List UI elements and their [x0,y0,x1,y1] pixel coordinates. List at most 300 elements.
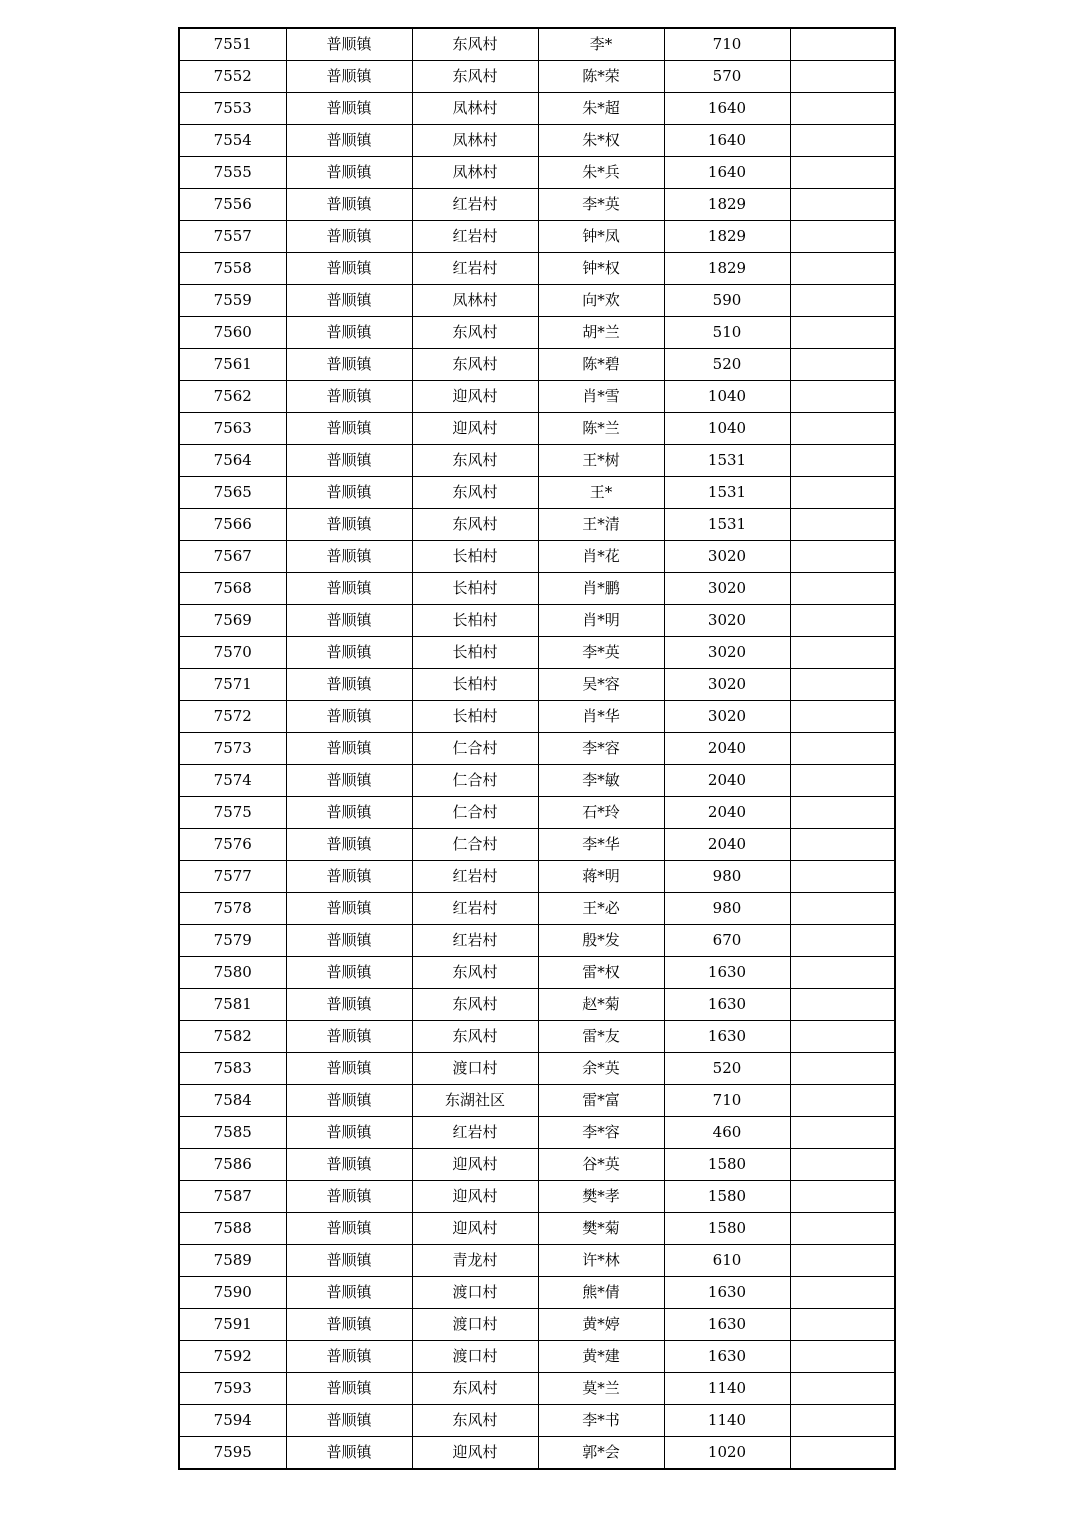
cell-town: 普顺镇 [286,957,412,989]
cell-amount: 1640 [664,125,790,157]
table-row [179,28,895,61]
cell-amount: 3020 [664,573,790,605]
cell-name: 李* [538,28,664,61]
cell-town: 普顺镇 [286,1053,412,1085]
cell-name: 肖*雪 [538,381,664,413]
cell-village: 东风村 [412,445,538,477]
table-row [179,413,895,445]
cell-note [790,1021,895,1053]
cell-town: 普顺镇 [286,573,412,605]
cell-town: 普顺镇 [286,637,412,669]
cell-town: 普顺镇 [286,925,412,957]
cell-name: 朱*权 [538,125,664,157]
cell-amount: 2040 [664,829,790,861]
cell-number: 7581 [179,989,286,1021]
cell-village: 长柏村 [412,637,538,669]
cell-name: 朱*超 [538,93,664,125]
cell-name: 雷*富 [538,1085,664,1117]
cell-number: 7569 [179,605,286,637]
cell-town: 普顺镇 [286,733,412,765]
cell-amount: 1040 [664,413,790,445]
cell-note [790,1341,895,1373]
cell-town: 普顺镇 [286,93,412,125]
cell-number: 7583 [179,1053,286,1085]
table-row [179,797,895,829]
table-row [179,1021,895,1053]
cell-note [790,125,895,157]
cell-number: 7566 [179,509,286,541]
table-row [179,1277,895,1309]
cell-village: 东风村 [412,317,538,349]
cell-amount: 590 [664,285,790,317]
cell-name: 李*敏 [538,765,664,797]
table-row [179,1341,895,1373]
cell-village: 长柏村 [412,541,538,573]
table-row [179,829,895,861]
cell-town: 普顺镇 [286,509,412,541]
cell-village: 仁合村 [412,829,538,861]
cell-name: 李*英 [538,189,664,221]
cell-amount: 670 [664,925,790,957]
cell-village: 红岩村 [412,893,538,925]
cell-amount: 980 [664,861,790,893]
cell-name: 朱*兵 [538,157,664,189]
table-row [179,1149,895,1181]
table-row [179,669,895,701]
cell-name: 肖*华 [538,701,664,733]
cell-number: 7585 [179,1117,286,1149]
cell-village: 迎风村 [412,1437,538,1470]
cell-number: 7567 [179,541,286,573]
cell-name: 陈*荣 [538,61,664,93]
cell-note [790,989,895,1021]
cell-number: 7555 [179,157,286,189]
cell-village: 红岩村 [412,189,538,221]
cell-name: 钟*权 [538,253,664,285]
cell-number: 7570 [179,637,286,669]
cell-village: 迎风村 [412,413,538,445]
cell-town: 普顺镇 [286,765,412,797]
cell-name: 蒋*明 [538,861,664,893]
cell-number: 7564 [179,445,286,477]
cell-name: 黄*建 [538,1341,664,1373]
cell-town: 普顺镇 [286,701,412,733]
cell-name: 肖*明 [538,605,664,637]
cell-village: 红岩村 [412,221,538,253]
cell-amount: 1630 [664,1309,790,1341]
cell-town: 普顺镇 [286,989,412,1021]
cell-village: 凤林村 [412,125,538,157]
cell-village: 青龙村 [412,1245,538,1277]
cell-village: 东湖社区 [412,1085,538,1117]
cell-town: 普顺镇 [286,157,412,189]
cell-note [790,1053,895,1085]
cell-note [790,1149,895,1181]
cell-name: 谷*英 [538,1149,664,1181]
cell-name: 肖*花 [538,541,664,573]
cell-village: 长柏村 [412,701,538,733]
cell-town: 普顺镇 [286,893,412,925]
cell-amount: 1531 [664,445,790,477]
cell-amount: 3020 [664,605,790,637]
cell-amount: 1829 [664,189,790,221]
cell-note [790,925,895,957]
cell-village: 凤林村 [412,157,538,189]
cell-village: 渡口村 [412,1341,538,1373]
cell-town: 普顺镇 [286,1149,412,1181]
cell-village: 红岩村 [412,1117,538,1149]
table-row [179,605,895,637]
cell-amount: 3020 [664,637,790,669]
cell-name: 石*玲 [538,797,664,829]
cell-name: 熊*倩 [538,1277,664,1309]
cell-number: 7557 [179,221,286,253]
cell-town: 普顺镇 [286,28,412,61]
cell-town: 普顺镇 [286,445,412,477]
cell-village: 迎风村 [412,1181,538,1213]
table-row [179,1213,895,1245]
cell-name: 李*容 [538,733,664,765]
cell-number: 7577 [179,861,286,893]
cell-note [790,829,895,861]
cell-village: 东风村 [412,509,538,541]
cell-number: 7560 [179,317,286,349]
cell-note [790,1373,895,1405]
cell-note [790,1117,895,1149]
cell-note [790,957,895,989]
cell-note [790,701,895,733]
cell-note [790,1213,895,1245]
table-row [179,189,895,221]
cell-village: 长柏村 [412,605,538,637]
cell-town: 普顺镇 [286,1245,412,1277]
cell-name: 吴*容 [538,669,664,701]
cell-amount: 1630 [664,989,790,1021]
cell-amount: 1829 [664,253,790,285]
cell-number: 7587 [179,1181,286,1213]
cell-village: 红岩村 [412,861,538,893]
cell-amount: 1040 [664,381,790,413]
cell-note [790,61,895,93]
cell-number: 7588 [179,1213,286,1245]
cell-note [790,1405,895,1437]
cell-village: 东风村 [412,349,538,381]
cell-town: 普顺镇 [286,1405,412,1437]
cell-note [790,221,895,253]
table-row [179,221,895,253]
cell-number: 7574 [179,765,286,797]
cell-note [790,509,895,541]
cell-name: 肖*鹏 [538,573,664,605]
cell-town: 普顺镇 [286,1085,412,1117]
cell-note [790,893,895,925]
cell-amount: 1829 [664,221,790,253]
cell-amount: 1640 [664,93,790,125]
cell-amount: 3020 [664,541,790,573]
table-row [179,701,895,733]
cell-amount: 2040 [664,797,790,829]
cell-note [790,1437,895,1470]
cell-name: 殷*发 [538,925,664,957]
cell-amount: 2040 [664,733,790,765]
cell-name: 黄*婷 [538,1309,664,1341]
cell-village: 迎风村 [412,1213,538,1245]
cell-note [790,1181,895,1213]
cell-village: 长柏村 [412,573,538,605]
table-row [179,349,895,381]
cell-number: 7592 [179,1341,286,1373]
cell-amount: 1531 [664,509,790,541]
cell-village: 东风村 [412,477,538,509]
cell-village: 东风村 [412,28,538,61]
cell-note [790,157,895,189]
cell-name: 李*书 [538,1405,664,1437]
cell-amount: 980 [664,893,790,925]
cell-village: 东风村 [412,61,538,93]
cell-name: 郭*会 [538,1437,664,1470]
cell-number: 7565 [179,477,286,509]
table-row [179,541,895,573]
table-row [179,1117,895,1149]
table-row [179,1437,895,1470]
table-row [179,733,895,765]
cell-note [790,573,895,605]
cell-note [790,765,895,797]
table-row [179,861,895,893]
cell-note [790,445,895,477]
cell-number: 7554 [179,125,286,157]
cell-amount: 1630 [664,1341,790,1373]
cell-village: 东风村 [412,1405,538,1437]
cell-village: 仁合村 [412,733,538,765]
cell-name: 陈*兰 [538,413,664,445]
cell-town: 普顺镇 [286,477,412,509]
table-row [179,477,895,509]
cell-town: 普顺镇 [286,381,412,413]
cell-town: 普顺镇 [286,61,412,93]
cell-village: 长柏村 [412,669,538,701]
cell-note [790,733,895,765]
cell-amount: 710 [664,1085,790,1117]
cell-town: 普顺镇 [286,349,412,381]
cell-name: 许*林 [538,1245,664,1277]
cell-town: 普顺镇 [286,125,412,157]
cell-name: 钟*凤 [538,221,664,253]
cell-number: 7582 [179,1021,286,1053]
cell-amount: 570 [664,61,790,93]
cell-note [790,541,895,573]
cell-amount: 1140 [664,1373,790,1405]
cell-note [790,1085,895,1117]
cell-village: 红岩村 [412,925,538,957]
table-row [179,1245,895,1277]
table-row [179,157,895,189]
cell-amount: 1140 [664,1405,790,1437]
cell-amount: 520 [664,1053,790,1085]
table-row [179,445,895,477]
cell-town: 普顺镇 [286,1309,412,1341]
cell-village: 凤林村 [412,285,538,317]
cell-village: 东风村 [412,1373,538,1405]
cell-name: 李*容 [538,1117,664,1149]
cell-amount: 610 [664,1245,790,1277]
cell-town: 普顺镇 [286,829,412,861]
cell-amount: 1580 [664,1149,790,1181]
cell-village: 渡口村 [412,1309,538,1341]
cell-amount: 3020 [664,701,790,733]
cell-number: 7561 [179,349,286,381]
cell-note [790,381,895,413]
table-row [179,1405,895,1437]
cell-town: 普顺镇 [286,1117,412,1149]
cell-town: 普顺镇 [286,861,412,893]
roster-table-body [179,28,895,1469]
cell-amount: 520 [664,349,790,381]
cell-town: 普顺镇 [286,1437,412,1470]
cell-note [790,797,895,829]
table-row [179,1309,895,1341]
cell-village: 仁合村 [412,797,538,829]
table-row [179,125,895,157]
cell-note [790,317,895,349]
table-row [179,93,895,125]
cell-village: 东风村 [412,957,538,989]
cell-town: 普顺镇 [286,797,412,829]
cell-village: 凤林村 [412,93,538,125]
cell-number: 7563 [179,413,286,445]
table-row [179,1181,895,1213]
cell-number: 7575 [179,797,286,829]
cell-town: 普顺镇 [286,669,412,701]
cell-town: 普顺镇 [286,1181,412,1213]
cell-number: 7584 [179,1085,286,1117]
cell-amount: 1630 [664,957,790,989]
cell-number: 7572 [179,701,286,733]
cell-village: 渡口村 [412,1277,538,1309]
cell-name: 李*英 [538,637,664,669]
cell-amount: 710 [664,28,790,61]
cell-number: 7590 [179,1277,286,1309]
cell-note [790,1245,895,1277]
cell-name: 胡*兰 [538,317,664,349]
cell-town: 普顺镇 [286,1213,412,1245]
table-row [179,925,895,957]
table-row [179,573,895,605]
cell-number: 7576 [179,829,286,861]
cell-village: 东风村 [412,989,538,1021]
cell-note [790,1277,895,1309]
cell-town: 普顺镇 [286,541,412,573]
cell-amount: 1580 [664,1181,790,1213]
table-row [179,61,895,93]
cell-amount: 2040 [664,765,790,797]
cell-note [790,637,895,669]
cell-name: 雷*权 [538,957,664,989]
cell-note [790,28,895,61]
cell-number: 7586 [179,1149,286,1181]
cell-town: 普顺镇 [286,1021,412,1053]
table-row [179,957,895,989]
cell-amount: 1020 [664,1437,790,1470]
cell-number: 7578 [179,893,286,925]
cell-town: 普顺镇 [286,317,412,349]
cell-name: 向*欢 [538,285,664,317]
cell-note [790,1309,895,1341]
cell-number: 7591 [179,1309,286,1341]
cell-note [790,189,895,221]
cell-town: 普顺镇 [286,285,412,317]
cell-name: 樊*孝 [538,1181,664,1213]
cell-note [790,413,895,445]
table-row [179,509,895,541]
table-row [179,317,895,349]
cell-town: 普顺镇 [286,1373,412,1405]
cell-number: 7593 [179,1373,286,1405]
cell-amount: 1640 [664,157,790,189]
table-row [179,1085,895,1117]
cell-village: 仁合村 [412,765,538,797]
table-row [179,765,895,797]
cell-amount: 510 [664,317,790,349]
cell-name: 王* [538,477,664,509]
cell-amount: 1531 [664,477,790,509]
cell-village: 红岩村 [412,253,538,285]
cell-name: 王*必 [538,893,664,925]
cell-name: 余*英 [538,1053,664,1085]
cell-town: 普顺镇 [286,221,412,253]
cell-name: 李*华 [538,829,664,861]
cell-town: 普顺镇 [286,189,412,221]
cell-amount: 460 [664,1117,790,1149]
cell-village: 迎风村 [412,1149,538,1181]
cell-note [790,253,895,285]
cell-name: 王*清 [538,509,664,541]
cell-name: 陈*碧 [538,349,664,381]
cell-number: 7580 [179,957,286,989]
cell-note [790,861,895,893]
table-row [179,893,895,925]
table-row [179,989,895,1021]
table-row [179,285,895,317]
cell-town: 普顺镇 [286,1341,412,1373]
table-row [179,637,895,669]
cell-number: 7568 [179,573,286,605]
cell-town: 普顺镇 [286,253,412,285]
cell-amount: 1630 [664,1277,790,1309]
cell-name: 王*树 [538,445,664,477]
cell-name: 雷*友 [538,1021,664,1053]
cell-number: 7595 [179,1437,286,1470]
cell-amount: 3020 [664,669,790,701]
cell-note [790,477,895,509]
cell-village: 渡口村 [412,1053,538,1085]
cell-number: 7551 [179,28,286,61]
cell-town: 普顺镇 [286,413,412,445]
cell-note [790,669,895,701]
cell-name: 樊*菊 [538,1213,664,1245]
cell-name: 赵*菊 [538,989,664,1021]
table-row [179,381,895,413]
table-row [179,1373,895,1405]
cell-village: 东风村 [412,1021,538,1053]
cell-name: 莫*兰 [538,1373,664,1405]
cell-note [790,349,895,381]
cell-note [790,93,895,125]
cell-town: 普顺镇 [286,605,412,637]
cell-village: 迎风村 [412,381,538,413]
cell-number: 7556 [179,189,286,221]
roster-table [178,27,896,1470]
